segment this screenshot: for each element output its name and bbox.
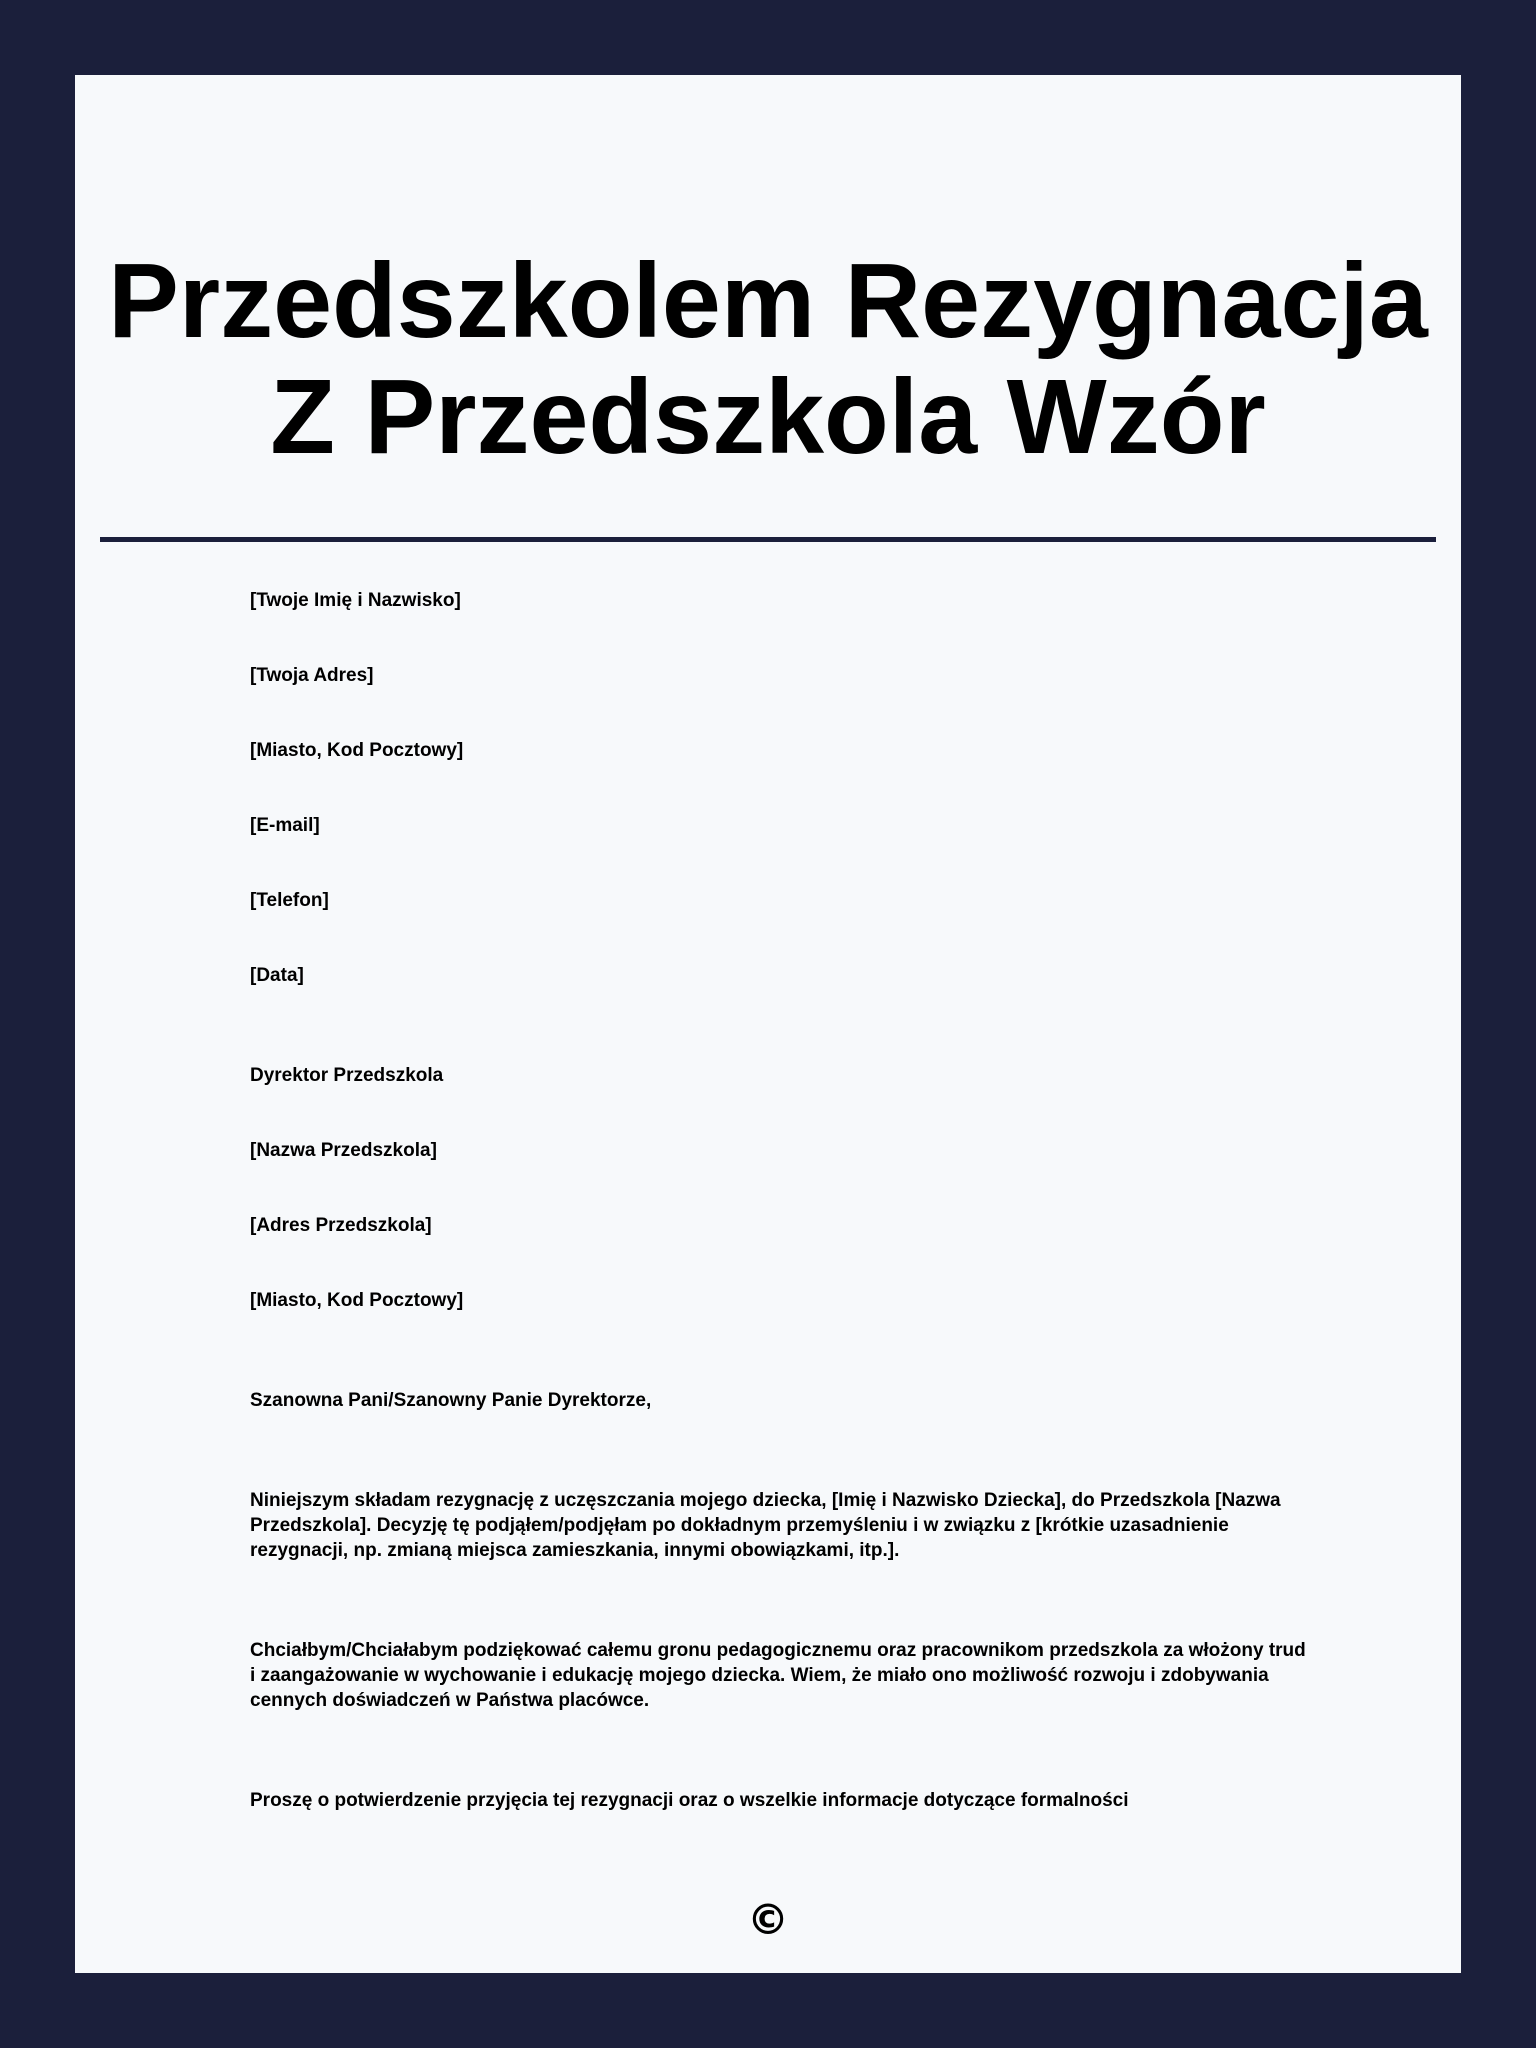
letter-paragraph: Chciałbym/Chciałabym podziękować całemu gronu pedagogicznemu oraz pracownikom przedszkola za włożony trud i zaangażowanie w wychowanie i edukację mojego dziecka. Wiem, że miało ono możliwość rozwoju i zdobywania cennych doświadczeń w Państwa placówce. — [250, 1640, 1306, 1711]
sender-name: [Twoje Imię i Nazwisko] — [250, 590, 461, 611]
title-divider — [100, 537, 1436, 542]
letter-paragraph: Niniejszym składam rezygnację z uczęszczania mojego dziecka, [Imię i Nazwisko Dziecka], do Przedszkola [Nazwa Przedszkola]. Decyzję tę podjąłem/podjęłam po dokładnym przemyśleniu i w związku z [krótkie uzasadnienie rezygnacji, np. zmianą miejsca zamieszkania, innymi obowiązkami, itp.]. — [250, 1490, 1281, 1561]
sender-address: [Twoja Adres] — [250, 665, 374, 686]
recipient-role: Dyrektor Przedszkola — [250, 1065, 444, 1086]
recipient-name: [Nazwa Przedszkola] — [250, 1140, 437, 1161]
copyright-icon: © — [747, 1895, 789, 1944]
letter-paragraph: Proszę o potwierdzenie przyjęcia tej rezygnacji oraz o wszelkie informacje dotyczące formalności — [250, 1790, 1129, 1811]
recipient-city: [Miasto, Kod Pocztowy] — [250, 1290, 464, 1311]
document-page — [75, 75, 1461, 1973]
letter-date: [Data] — [250, 965, 304, 986]
sender-city: [Miasto, Kod Pocztowy] — [250, 740, 464, 761]
sender-phone: [Telefon] — [250, 890, 329, 911]
sender-email: [E-mail] — [250, 815, 320, 836]
letter-greeting: Szanowna Pani/Szanowny Panie Dyrektorze, — [250, 1390, 652, 1411]
document-title: Przedszkolem Rezygnacja Z Przedszkola Wzór — [108, 242, 1428, 476]
recipient-address: [Adres Przedszkola] — [250, 1215, 432, 1236]
